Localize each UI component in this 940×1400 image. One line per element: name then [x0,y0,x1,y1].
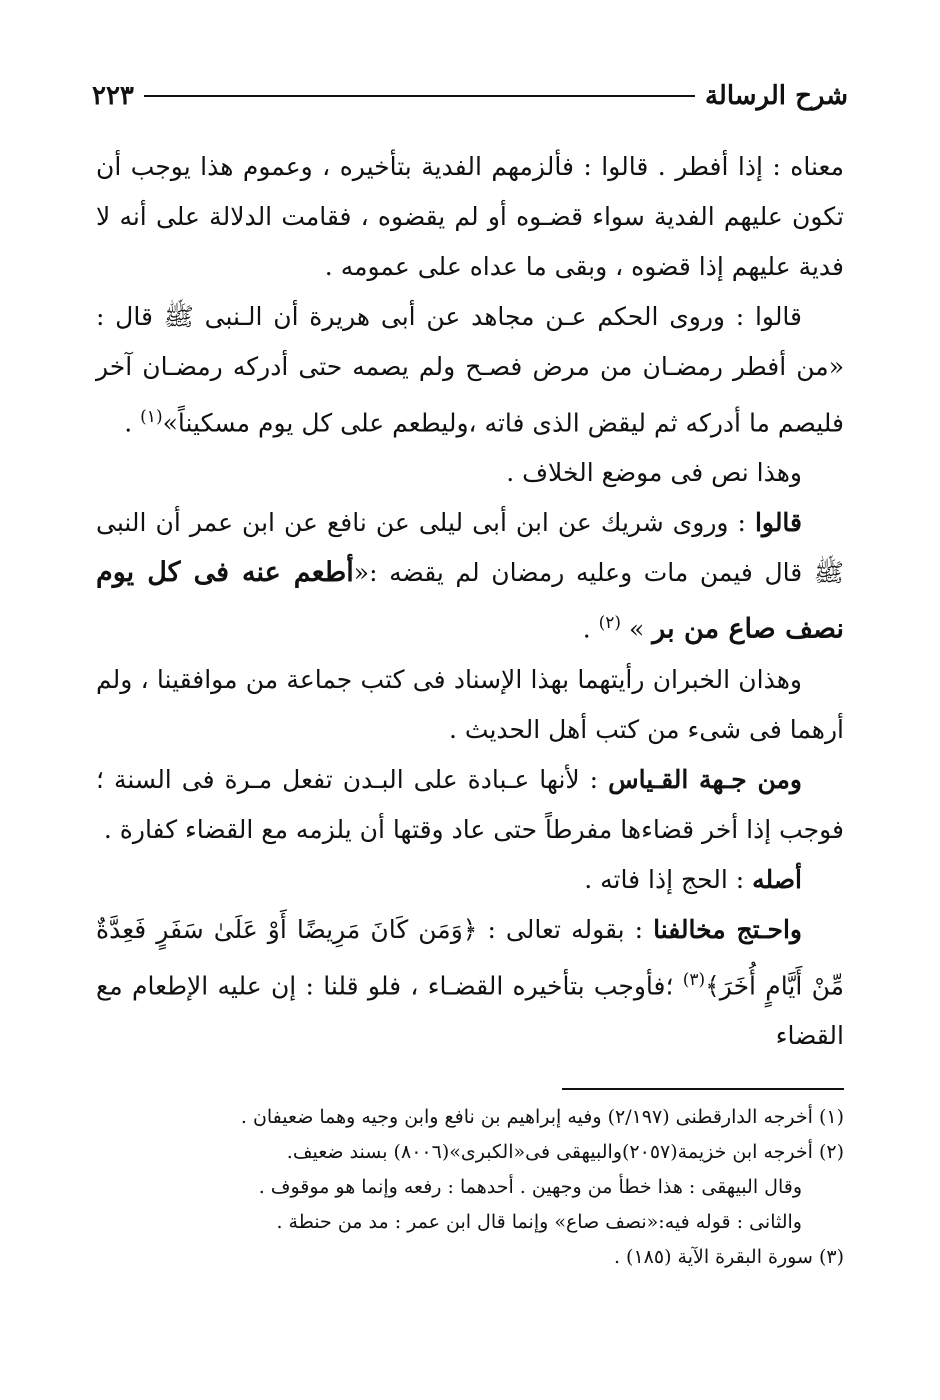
paragraph-6-lead: ومن جـهة القـياس [608,764,802,794]
paragraph-8-lead: واحـتج مخالفنا [653,914,802,944]
footnote-1: (١) أخرجه الدارقطنى (٢/١٩٧) وفيه إبراهيم بن نافع وابن وجيه وهما ضعيفان . [240,1106,844,1128]
paragraph-7-text: : الحج إذا فاته . [584,864,753,894]
paragraph-2-end: . [124,408,141,438]
footnote-marker-3: (٣) [682,969,706,990]
paragraph-8-text: ؛فأوجب بتأخيره القضـاء ، فلو قلنا : إن عليه الإطعام مع القضاء [96,970,844,1050]
paragraph-4-text: : وروى شريك عن ابن أبى ليلى عن نافع عن ابن عمر أن النبى ﷺ قال فيمن مات وعليه رمضان لم يقضه :« [96,508,844,588]
paragraph-6 [96,755,844,855]
paragraph-5: وهذان الخبران رأيتهما بهذا الإسناد فى كتب جماعة من موافقينا ، ولم أرهما فى شىء من كتب أهل الحديث . [96,664,844,744]
paragraph-4-lead: قالوا [754,508,802,538]
paragraph-3: وهذا نص فى موضع الخلاف . [506,458,802,488]
footnote-2: (٢) أخرجه ابن خزيمة(٢٠٥٧)والبيهقى فى«الكبرى»(٨٠٠٦) بسند ضعيف. [286,1141,844,1163]
quran-verse: : بقوله تعالى : ﴿وَمَن كَانَ مَرِيضًا أَوْ عَلَىٰ سَفَرٍ فَعِدَّةٌ مِّنْ أَيَّامٍ أُخَرَ﴾ [96,914,844,1000]
main-text [96,142,844,1061]
paragraph-6-text: : لأنها عـبادة على البـدن تفعل مـرة فى السنة ؛ فوجب إذا أخر قضاءها مفرطاً حتى عاد وقتها أن يلزمه مع القضاء كفارة . [96,764,844,844]
paragraph-7-lead: أصله [752,864,802,894]
quote-close: » [621,614,653,644]
paragraph-2 [96,292,844,448]
footnote-separator [562,1088,844,1090]
running-header [92,78,848,114]
footnote-marker-1: (١) [140,407,163,427]
paragraph-7 [96,855,844,905]
footnote-2-continued: وقال البيهقى : هذا خطأ من وجهين . أحدهما : رفعه وإنما هو موقوف . [258,1176,802,1198]
footnote-3: (٣) سورة البقرة الآية (١٨٥) . [613,1246,844,1268]
page-number: ٢٢٣ [92,81,134,111]
footnote-2-continued-2: والثانى : قوله فيه:«نصف صاع» وإنما قال ابن عمر : مد من حنطة . [276,1211,802,1233]
footnote-marker-2: (٢) [598,613,622,634]
paragraph-4 [96,498,844,654]
paragraph-2-text: قالوا : وروى الحكم عـن مجاهد عن أبى هريرة أن الـنبى ﷺ قال : «من أفطر رمضـان من مرض فصـح ولم يصمه حتى أدركه رمضـان آخر فليصم ما أدركه ثم ليقض الذى فاته ،وليطعم على كل يوم مسكيناً» [96,302,844,438]
paragraph-1: معناه : إذا أفطر . قالوا : فألزمهم الفدية بتأخيره ، وعموم هذا يوجب أن تكون عليهم الفدية سواء قضـوه أو لم يقضوه ، فقامت الدلالة على أنه لا فدية عليهم إذا قضوه ، وبقى ما عداه على عمومه . [96,152,844,281]
paragraph-4-end: . [582,614,599,644]
header-rule [144,95,695,97]
paragraph-8 [96,905,844,1061]
running-title: شرح الرسالة [704,81,848,111]
footnotes [96,1100,844,1275]
hadith-quote: أطعم عنه فى كل يوم نصف صاع من بر [96,557,844,645]
